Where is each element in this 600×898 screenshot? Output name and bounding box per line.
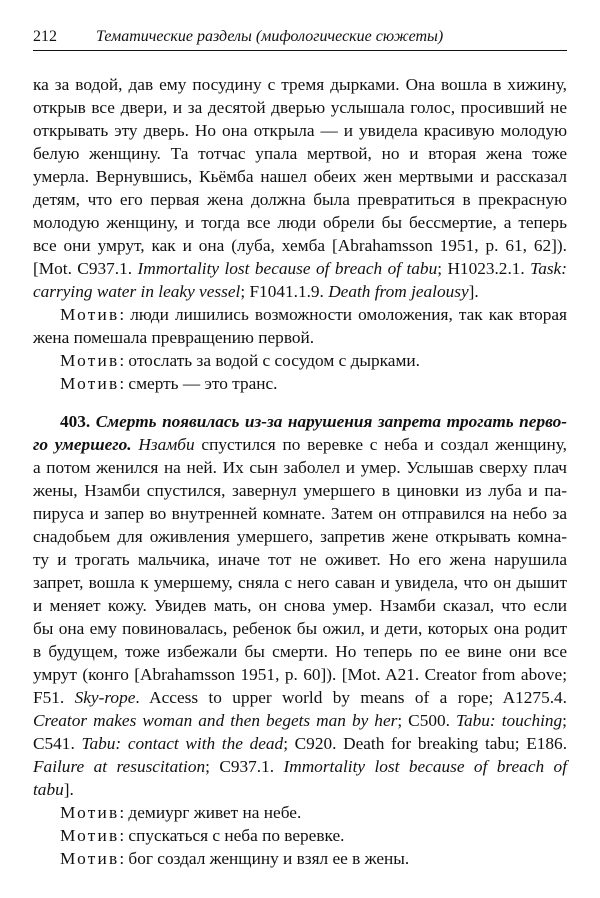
text-line: Failure at resuscitation; C937.1. Immortality lost because of breach of [33, 757, 567, 776]
text-line: бы она ему повиновалась, ребенок бы ожил, и дети, которых она родит [33, 619, 567, 638]
text-line: F51. Sky-rope. Access to upper world by means of a rope; A1275.4. [33, 688, 567, 707]
motif-line: Мотив: люди лишились возможности омоложения, так как вторая [60, 305, 567, 324]
entry-number: 403. [60, 412, 91, 431]
text-line: ту и трогать мальчика, иначе тот не оживет. Но его жена нарушила [33, 550, 567, 569]
text-line: и меняет кожу. Увидев мать, он снова умер. Нзамби сказал, что если [33, 596, 567, 615]
text-line: открывать эту дверь. Но она открыла — и увидела красивую молодую [33, 121, 567, 140]
page-header [33, 27, 567, 49]
text-line: C541. Tabu: contact with the dead; C920. Death for breaking tabu; E186. [33, 734, 568, 753]
text-line: tabu]. [33, 780, 74, 799]
motif-line: жена помешала превращению первой. [33, 328, 315, 347]
text-line: умрут (конго [Abrahamsson 1951, p. 60]). [Mot. A21. Creator from above; [33, 665, 567, 684]
motif-line: Мотив: отослать за водой с сосудом с дырками. [60, 351, 420, 370]
page-number: 212 [33, 28, 57, 45]
text-line: го умершего. Нзамби спустился по веревке с неба и создал женщину, [33, 435, 567, 454]
text-line: пируса и запер во внутренней комнате. Затем он отправился на небо за [33, 504, 567, 523]
motif-line: Мотив: бог создал женщину и взял ее в жены. [60, 849, 410, 868]
text-line: молодую женщину, и тогда все люди обрели бы бессмертие, а теперь [33, 213, 567, 232]
text-line: Creator makes woman and then begets man by her; C500. Tabu: touching; [33, 711, 567, 730]
text-line: белую женщину. Та тотчас упала мертвой, но и вторая жена тоже [33, 144, 567, 163]
text-line: а потом женился на ней. Их сын заболел и умер. Услышав сверху плач [33, 458, 567, 477]
motif-line: Мотив: смерть — это транс. [60, 374, 278, 393]
text-line: все они умрут, как и она (луба, хемба [Abrahamsson 1951, p. 61, 62]). [33, 236, 567, 255]
header-rule [33, 50, 567, 51]
motif-line: Мотив: спускаться с неба по веревке. [60, 826, 345, 845]
running-title: Тематические разделы (мифологические сюжеты) [96, 28, 444, 45]
entry-title-line [33, 410, 567, 433]
text-line: ка за водой, дав ему посудину с тремя дырками. Она вошла в хижину, [33, 75, 567, 94]
text-line: детям, что его первая жена должна была превратиться в прекрасную [33, 190, 567, 209]
text-line: carrying water in leaky vessel; F1041.1.9. Death from jealousy]. [33, 282, 479, 301]
text-line: умерла. Вернувшись, Кьёмба нашел обеих жен мертвыми и рассказал [33, 167, 567, 186]
text-line: жены, Нзамби спустился, завернул умершего в циновки из луба и па- [33, 481, 567, 500]
text-line: [Mot. C937.1. Immortality lost because of breach of tabu; H1023.2.1. Task: [33, 259, 567, 278]
motif-line: Мотив: демиург живет на небе. [60, 803, 302, 822]
entry-title: Смерть появилась из-за нарушения запрета трогать перво- [90, 412, 567, 431]
text-line: снадобьем для оживления умершего, запретив жене открывать комна- [33, 527, 567, 546]
text-line: запрет, вошла к умершему, сняла с него саван и увидела, что он дышит [33, 573, 567, 592]
text-line: открыв все двери, и за десятой дверью услышала голос, просивший не [33, 98, 567, 117]
text-line: в будущем, тоже избежали бы смерти. Но теперь по ее вине они все [33, 642, 567, 661]
